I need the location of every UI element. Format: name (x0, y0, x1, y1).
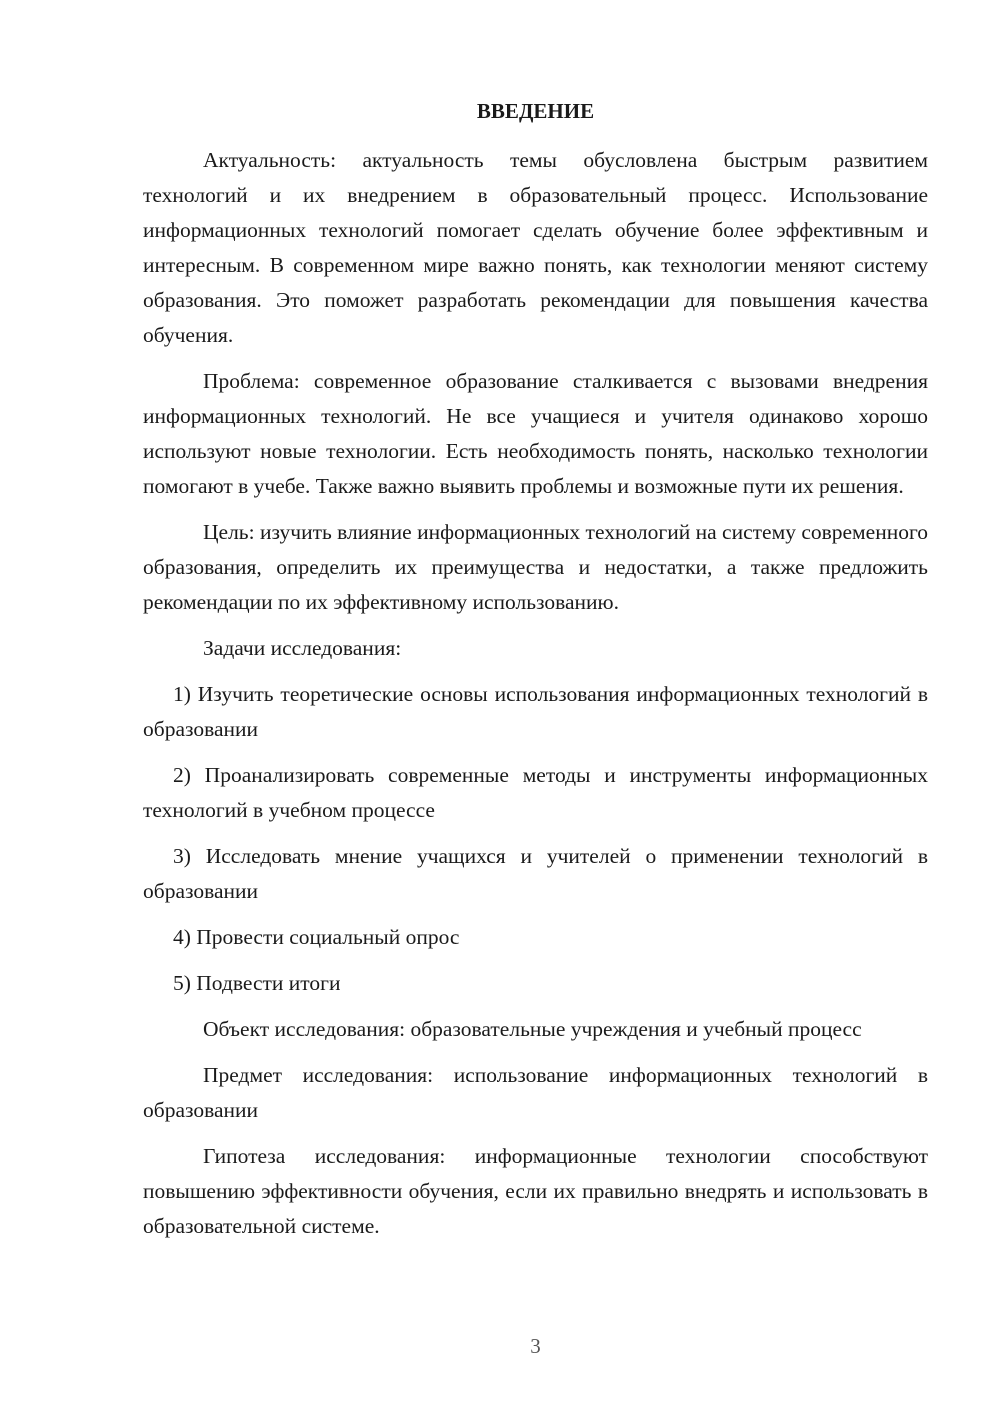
relevance-paragraph: Актуальность: актуальность темы обусловлена быстрым развитием технологий и их внедрением в образовательный процесс. Использование информационных технологий помогает сделать обучение более эффективным и интересным. В современном мире важно понять, как технологии меняют систему образования. Это поможет разработать рекомендации для повышения качества обучения. (143, 148, 928, 347)
task-item: 2) Проанализировать современные методы и инструменты информационных технологий в учебном процессе (143, 763, 928, 822)
subject-paragraph: Предмет исследования: использование информационных технологий в образовании (143, 1063, 928, 1122)
page-content (143, 143, 928, 1255)
task-item: 4) Провести социальный опрос (173, 925, 460, 949)
page-number: 3 (530, 1334, 541, 1358)
task-item: 5) Подвести итоги (173, 971, 341, 995)
task-item: 1) Изучить теоретические основы использования информационных технологий в образовании (143, 682, 928, 741)
tasks-heading: Задачи исследования: (203, 636, 402, 660)
task-item: 3) Исследовать мнение учащихся и учителей о применении технологий в образовании (143, 844, 928, 903)
object-paragraph: Объект исследования: образовательные учреждения и учебный процесс (203, 1017, 862, 1041)
hypothesis-paragraph: Гипотеза исследования: информационные технологии способствуют повышению эффективности обучения, если их правильно внедрять и использовать в образовательной системе. (143, 1144, 928, 1238)
problem-paragraph: Проблема: современное образование сталкивается с вызовами внедрения информационных технологий. Не все учащиеся и учителя одинаково хорошо используют новые технологии. Есть необходимость понять, насколько технологии помогают в учебе. Также важно выявить проблемы и возможные пути их решения. (143, 369, 928, 498)
goal-paragraph: Цель: изучить влияние информационных технологий на систему современного образования, определить их преимущества и недостатки, а также предложить рекомендации по их эффективному использованию. (143, 520, 928, 614)
document-page (143, 0, 928, 1414)
page-title: ВВЕДЕНИЕ (476, 99, 595, 123)
